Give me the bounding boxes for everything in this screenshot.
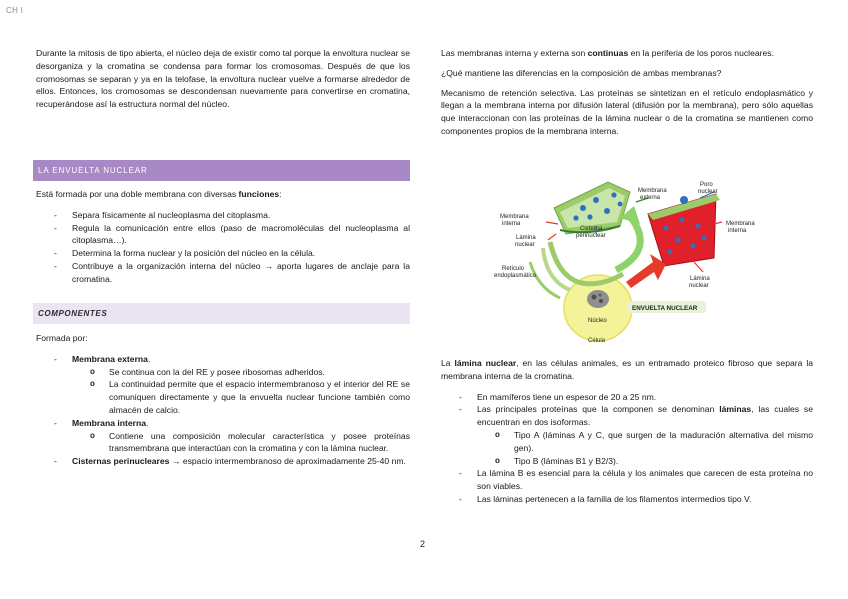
list-item: - Separa físicamente al nucleoplasma del citoplasma. bbox=[54, 209, 410, 222]
label-reticulo: Retículo endoplasmático bbox=[494, 266, 537, 279]
lamina-list bbox=[459, 391, 813, 506]
list-item: - Membrana interna. o Contiene una composición molecular característica y posee proteínas transmembrana que interactúan con la cromatina y con la lámina nuclear. bbox=[54, 417, 410, 455]
sub-list bbox=[90, 430, 410, 456]
functions-block bbox=[36, 188, 410, 286]
list-item: - Determina la forma nuclear y la posición del núcleo en la célula. bbox=[54, 247, 410, 260]
list-item: - Las principales proteínas que la componen se denominan láminas, las cuales se encuentran en dos isoformas. o Tipo A (láminas A y C, que surgen de la maduración alternativa del mismo gen). o Tipo B (láminas B1 y B2/3). bbox=[459, 403, 813, 467]
header-tag: CH I bbox=[6, 6, 24, 15]
section-title: LA ENVUELTA NUCLEAR bbox=[38, 166, 148, 175]
list-item: - Membrana externa. o Se continua con la del RE y posee ribosomas adheridos. o La continuidad permite que el espacio intermembranoso y el interior del RE se comuniquen directamente y que la envuelta nuclear funcione también como almacén de calcio. bbox=[54, 353, 410, 417]
label-membrana-externa: Membrana externa bbox=[638, 188, 667, 201]
lamina-block bbox=[648, 194, 720, 266]
sub-list-item: o Tipo A (láminas A y C, que surgen de la maduración alternativa del mismo gen). bbox=[495, 429, 813, 455]
components-block bbox=[36, 332, 410, 468]
list-item: - Regula la comunicación entre ellos (paso de macromoléculas del nucleoplasma al citoplasma…). bbox=[54, 222, 410, 248]
components-title: COMPONENTES bbox=[38, 309, 108, 318]
label-cisterna: Cisterna perinuclear bbox=[576, 226, 606, 239]
label-poro-nuclear: Poro nuclear bbox=[698, 182, 718, 195]
right-top-block bbox=[441, 47, 813, 138]
list-item: - Las láminas pertenecen a la familia de los filamentos intermedios tipo V. bbox=[459, 493, 813, 506]
sub-list-item: o Contiene una composición molecular característica y posee proteínas transmembrana que interactúan con la cromatina y con la lámina nuclear. bbox=[90, 430, 410, 456]
lamina-block-text bbox=[441, 357, 813, 506]
intro-paragraph: Durante la mitosis de tipo abierta, el núcleo deja de existir como tal porque la envoltura nuclear se desorganiza y la cromatina se condensa para formar los cromosomas. Después de que los cromosomas se separan y ya en la telofase, la envoltura nuclear vuelve a formarse alrededor de ellos. Entonces, los cromosomas se descondensan nuevamente para convertirse en cromatina, recuperándose así la estructura normal del núcleo. bbox=[36, 48, 410, 110]
er-arc bbox=[543, 248, 570, 290]
label-lamina-nuclear-left: Lámina nuclear bbox=[515, 235, 536, 248]
formed-by-text: Está formada por una doble membrana con diversas funciones: bbox=[36, 189, 282, 199]
list-item: - Contribuye a la organización interna del núcleo → aporta lugares de anclaje para la cromatina. bbox=[54, 260, 410, 286]
nuclear-pore-icon bbox=[680, 196, 688, 204]
label-lamina-nuclear-right: Lámina nuclear bbox=[689, 276, 710, 289]
list-item: - En mamíferos tiene un espesor de 20 a 25 nm. bbox=[459, 391, 813, 404]
functions-list bbox=[54, 209, 410, 286]
question-paragraph: ¿Qué mantiene las diferencias en la composición de ambas membranas? bbox=[441, 67, 722, 78]
label-envuelta: ENVUELTA NUCLEAR bbox=[632, 305, 698, 312]
sub-list bbox=[495, 429, 813, 467]
label-membrana-interna-left: Membrana interna bbox=[500, 214, 529, 227]
lamina-paragraph: La lámina nuclear, en las células animales, es un entramado proteico fibroso que separa la membrana interna de la cromatina. bbox=[441, 358, 814, 381]
nuclear-envelope-figure bbox=[488, 170, 768, 350]
components-list bbox=[54, 353, 410, 468]
sub-list-item: o Tipo B (láminas B1 y B2/3). bbox=[495, 455, 813, 468]
sub-list bbox=[90, 366, 410, 417]
list-item: - Cisternas perinucleares → espacio intermembranoso de aproximadamente 25-40 nm. bbox=[54, 455, 410, 468]
label-membrana-interna-right: Membrana interna bbox=[726, 221, 755, 234]
mechanism-paragraph: Mecanismo de retención selectiva. Las proteínas se sintetizan en el retículo endoplasmático y llegan a la membrana interna por difusión lateral (difusión por la membrana), pero sólo aquellas que interaccionan con las proteínas de la lámina nuclear o de la cromatina se mantienen como componentes propios de la membrana interna. bbox=[441, 87, 813, 136]
section-header-envuelta bbox=[33, 160, 410, 181]
formada-por-text: Formada por: bbox=[36, 333, 88, 343]
section-header-componentes bbox=[33, 303, 410, 324]
chromatin-icon bbox=[587, 290, 609, 308]
list-item: - La lámina B es esencial para la célula y los animales que carecen de esta proteína no son viables. bbox=[459, 467, 813, 493]
sub-list-item: o Se continua con la del RE y posee ribosomas adheridos. bbox=[90, 366, 410, 379]
page-number: 2 bbox=[420, 539, 426, 549]
sub-list-item: o La continuidad permite que el espacio intermembranoso y el interior del RE se comuniquen directamente y que la envuelta nuclear funcione también como almacén de calcio. bbox=[90, 378, 410, 416]
continuity-paragraph: Las membranas interna y externa son continuas en la periferia de los poros nucleares. bbox=[441, 48, 774, 58]
label-celula: Célula bbox=[588, 338, 606, 344]
label-nucleo: Núcleo bbox=[588, 318, 607, 324]
